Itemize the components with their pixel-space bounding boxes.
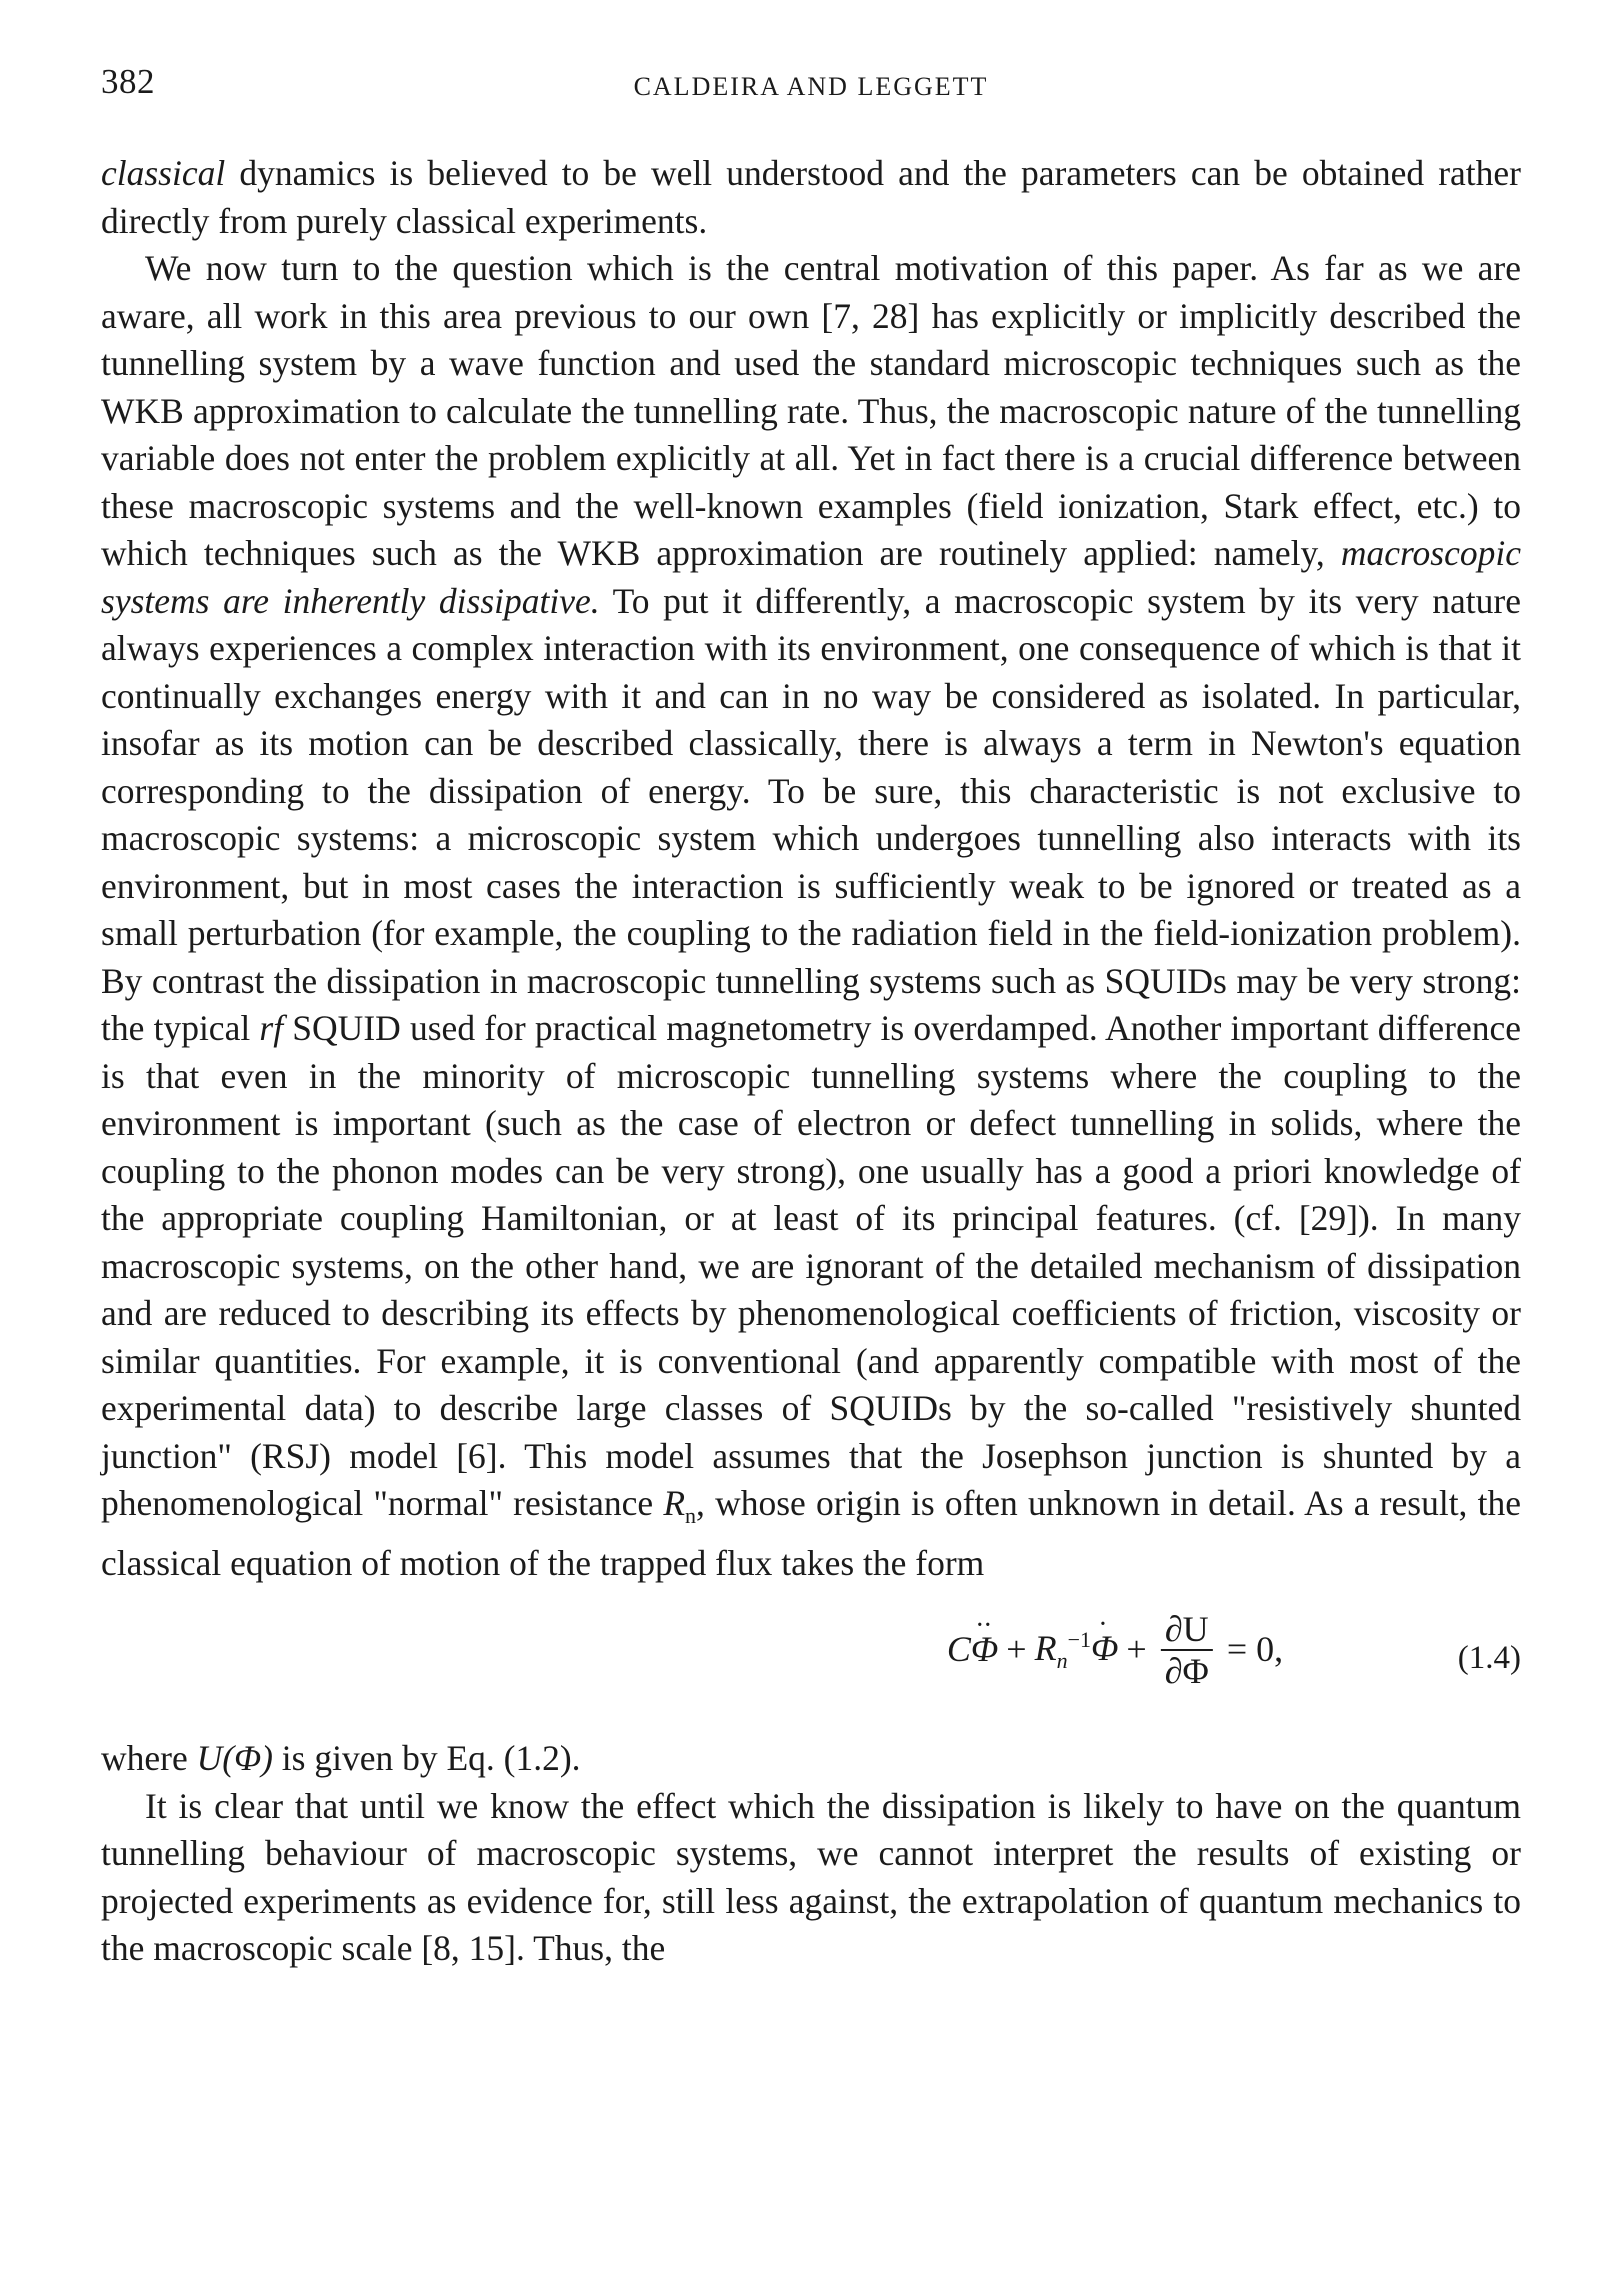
eq-r: R (1034, 1627, 1057, 1668)
page-number: 382 (101, 62, 155, 101)
paragraph-3-text-a: where (101, 1738, 197, 1779)
eq-c: C (946, 1629, 971, 1670)
symbol-r-subscript: n (685, 1503, 696, 1529)
paragraph-1 (101, 150, 1521, 245)
eq-fraction (1161, 1609, 1213, 1691)
emphasis-rf: rf (259, 1008, 284, 1048)
body-text (101, 150, 1521, 1973)
running-head: CALDEIRA AND LEGGETT (633, 72, 989, 101)
equation-body (947, 1609, 1283, 1691)
paragraph-2-text-b: To put it differently, a macroscopic system by its very nature always experiences a complex interaction with its environment, one consequence of which is that it continually exchanges energy with it and can in no way be considered as isolated. In particular, insofar as its motion can be described classically, there is always a term in Newton's equation corresponding to the dissipation of energy. To be sure, this characteristic is not exclusive to macroscopic systems: a microscopic system which undergoes tunnelling also interacts with its environment, but in most cases the interaction is sufficiently weak to be ignored or treated as a small perturbation (for example, the coupling to the radiation field in the field-ionization problem). By contrast the dissipation in macroscopic tunnelling systems such as SQUIDs may be very strong: the typical (101, 580, 1521, 1048)
eq-plus-2: + (1126, 1629, 1147, 1670)
eq-r-sub: n (1056, 1647, 1068, 1673)
eq-denominator: ∂Φ (1164, 1651, 1209, 1692)
eq-term-1 (947, 1626, 998, 1674)
paragraph-3 (101, 1735, 1521, 1783)
paragraph-3-text-b: is given by Eq. (1.2). (272, 1738, 581, 1779)
eq-plus-1: + (1006, 1629, 1027, 1670)
paragraph-1-text: dynamics is believed to be well understood and the parameters can be obtained rather directly from purely classical experiments. (101, 153, 1521, 241)
page-header (101, 62, 1521, 112)
eq-term-2 (1035, 1616, 1119, 1685)
paragraph-2 (101, 245, 1521, 1587)
eq-r-sup: −1 (1067, 1626, 1092, 1652)
emphasis-classical: classical (101, 153, 226, 193)
paragraph-4: It is clear that until we know the effect which the dissipation is likely to have on the quantum tunnelling behaviour of macroscopic systems, we cannot interpret the results of existing or projected experiments as evidence for, still less against, the extrapolation of quantum mechanics to the macroscopic scale [8, 15]. Thus, the (101, 1785, 1521, 1969)
paragraph-2-text-c: SQUID used for practical magnetometry is overdamped. Another important difference is that even in the minority of microscopic tunnelling systems where the coupling to the environment is important (such as the case of electron or defect tunnelling in solids, where the coupling to the phonon modes can be very strong), one usually has a good a priori knowledge of the appropriate coupling Hamiltonian, or at least of its principal features. (cf. [29]). In many macroscopic systems, on the other hand, we are ignorant of the detailed mechanism of dissipation and are reduced to describing its effects by phenomenological coefficients of friction, viscosity or similar quantities. For example, it is conventional (and apparently compatible with most of the experimental data) to describe large classes of SQUIDs by the so-called "resistively shunted junction" (RSJ) model [6]. This model assumes that the Josephson junction is shunted by a phenomenological "normal" resistance (101, 1008, 1521, 1523)
equation-number: (1.4) (1457, 1640, 1521, 1677)
emphasis-dissipative: macroscopic systems are inherently dissipative. (101, 533, 1521, 621)
symbol-u-phi: U(Φ) (196, 1738, 273, 1779)
eq-numerator: ∂U (1161, 1609, 1213, 1651)
eq-phi-dot: · Φ (1091, 1625, 1118, 1673)
symbol-r: R (663, 1483, 685, 1523)
paragraph-2-text-a: We now turn to the question which is the central motivation of this paper. As far as we are aware, all work in this area previous to our own [7, 28] has explicitly or implicitly described the tunnelling system by a wave function and used the standard microscopic techniques such as the WKB approximation to calculate the tunnelling rate. Thus, the macroscopic nature of the tunnelling variable does not enter the problem explicitly at all. Yet in fact there is a crucial difference between these macroscopic systems and the well-known examples (field ionization, Stark effect, etc.) to which techniques such as the WKB approximation are routinely applied: namely, (101, 248, 1521, 573)
eq-phi-ddot: ·· Φ (971, 1626, 998, 1674)
eq-equals-zero: = 0, (1226, 1629, 1284, 1670)
paragraph-2-text-d: , whose origin is often unknown in detail. As a result, the classical equation of motion of the trapped flux takes the form (101, 1483, 1521, 1583)
equation-1-4 (101, 1601, 1521, 1721)
